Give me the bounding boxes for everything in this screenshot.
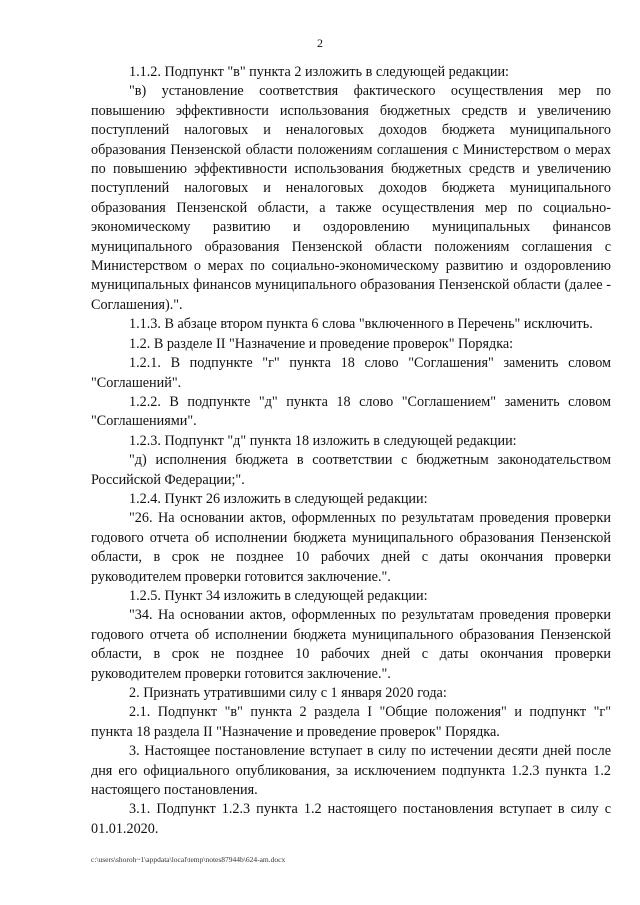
paragraph-3-1: 3.1. Подпункт 1.2.3 пункта 1.2 настоящего постановления вступает в силу с 01.01.2020. xyxy=(91,801,611,837)
paragraph-1-1-2: 1.1.2. Подпункт "в" пункта 2 изложить в следующей редакции: xyxy=(129,64,509,80)
page-number: 2 xyxy=(317,36,323,50)
paragraph-subitem-v-text: "в) установление соответствия фактического осуществления мер по повышению эффективности использования бюджетных средств и увеличению поступлений налоговых и неналоговых доходов бюджета муниципального образования Пензенской области положениям соглашения с Министерством о мерах по повышению эффективности использования бюджетных средств и увеличению поступлений налоговых и неналоговых доходов бюджета муниципального образования Пензенской области, а также осуществления мер по социально-экономическому развитию и оздоровлению муниципальных финансов муниципального образования Пензенской области положениям соглашения с Министерством о мерах по социально-экономическому развитию и оздоровлению муниципальных финансов муниципального образования Пензенской области (далее - Соглашения).". xyxy=(91,83,611,313)
paragraph-2-1: 2.1. Подпункт "в" пункта 2 раздела I "Общие положения" и подпункт "г" пункта 18 раздела II "Назначение и проведение проверок" Порядка. xyxy=(91,704,611,740)
footer-file-path: c:\users\shoroh~1\appdata\local\temp\notes87944b\624-am.docx xyxy=(91,855,286,864)
paragraph-2: 2. Признать утратившими силу с 1 января 2020 года: xyxy=(129,685,447,701)
paragraph-1-2-1: 1.2.1. В подпункте "г" пункта 18 слово "Соглашения" заменить словом "Соглашений". xyxy=(91,355,611,391)
paragraph-item-34-text: "34. На основании актов, оформленных по результатам проведения проверки годового отчета об исполнении бюджета муниципального образования Пензенской области, в срок не позднее 10 рабочих дней с даты окончания проверки руководителем проверки готовится заключение.". xyxy=(91,607,611,682)
paragraph-1-2-5: 1.2.5. Пункт 34 изложить в следующей редакции: xyxy=(129,587,428,604)
paragraph-1-1-3: 1.1.3. В абзаце втором пункта 6 слова "включенного в Перечень" исключить. xyxy=(129,316,593,333)
paragraph-1-2-4: 1.2.4. Пункт 26 изложить в следующей редакции: xyxy=(129,490,428,507)
paragraph-1-2-2: 1.2.2. В подпункте "д" пункта 18 слово "Соглашением" заменить словом "Соглашениями". xyxy=(91,393,611,430)
paragraph-1-2: 1.2. В разделе II "Назначение и проведение проверок" Порядка: xyxy=(129,335,514,352)
paragraph-3: 3. Настоящее постановление вступает в силу по истечении десяти дней после дня его официального опубликования, за исключением подпункта 1.2.3 пункта 1.2 настоящего постановления. xyxy=(91,743,611,799)
paragraph-subitem-d-text: "д) исполнения бюджета в соответствии с бюджетным законодательством Российской Федерации;". xyxy=(91,452,611,488)
paragraph-item-26-text: "26. На основании актов, оформленных по результатам проведения проверки годового отчета об исполнении бюджета муниципального образования Пензенской области, в срок не позднее 10 рабочих дней с даты окончания проверки руководителем проверки готовится заключение.". xyxy=(91,510,611,585)
paragraph-1-2-3: 1.2.3. Подпункт "д" пункта 18 изложить в следующей редакции: xyxy=(129,432,517,449)
document-body xyxy=(91,63,611,839)
